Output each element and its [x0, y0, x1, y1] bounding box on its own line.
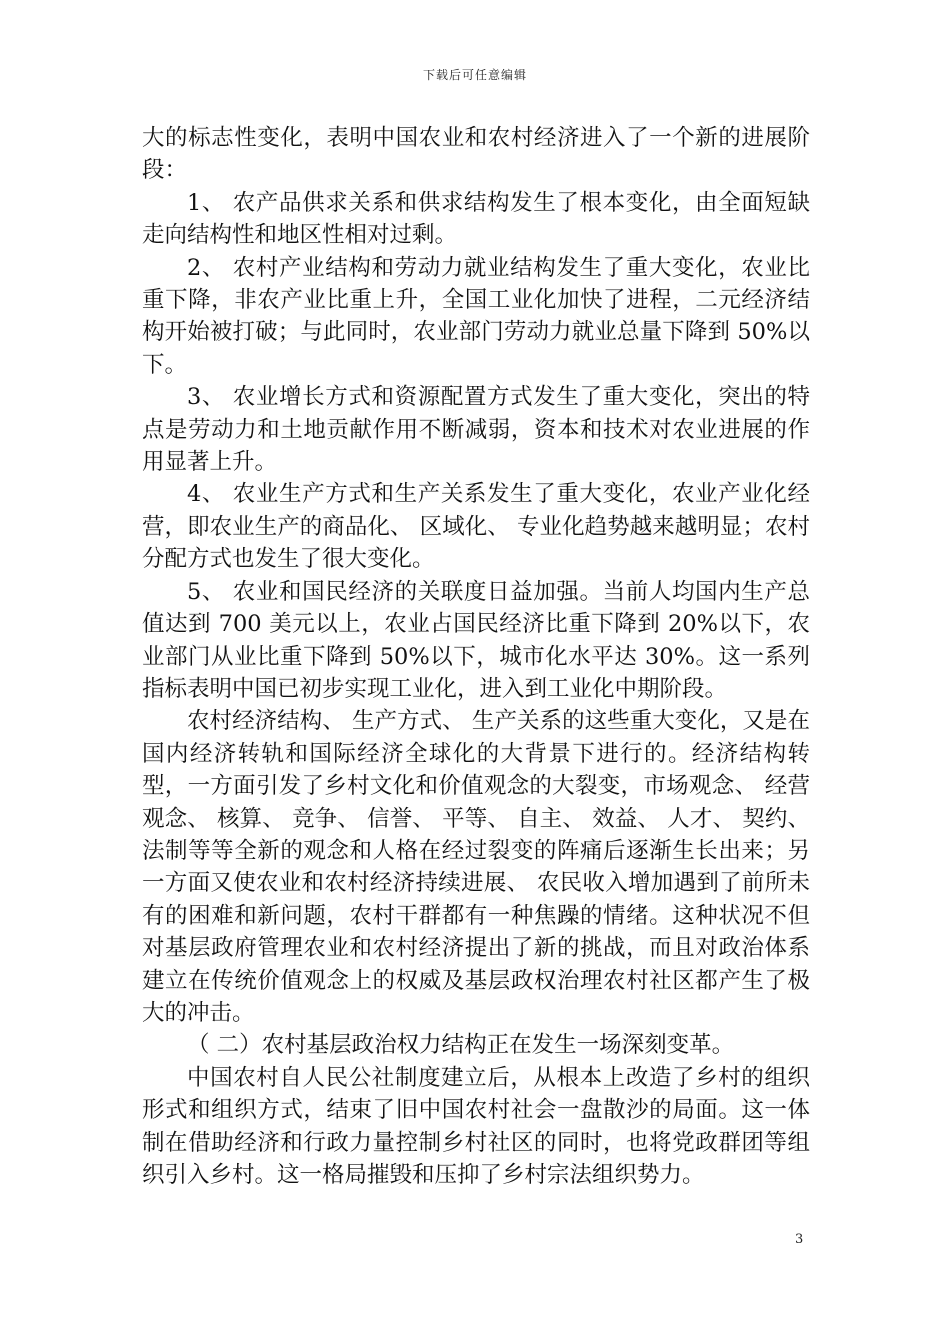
paragraph-item-1: 1、 农产品供求关系和供求结构发生了根本变化，由全面短缺走向结构性和地区性相对过剩。 [142, 189, 810, 249]
paragraph-continuation: 大的标志性变化，表明中国农业和农村经济进入了一个新的进展阶段： [142, 125, 810, 184]
paragraph-item-3: 3、 农业增长方式和资源配置方式发生了重大变化，突出的特点是劳动力和土地贡献作用不断减弱，资本和技术对农业进展的作用显著上升。 [142, 384, 810, 476]
paragraph-commune-system: 中国农村自人民公社制度建立后，从根本上改造了乡村的组织形式和组织方式，结束了旧中国农村社会一盘散沙的局面。这一体制在借助经济和行政力量控制乡村社区的同时，也将党政群团等组织引入乡村。这一格局摧毁和压抑了乡村宗法组织势力。 [142, 1064, 810, 1188]
page-number: 3 [795, 1232, 804, 1247]
paragraph-economic-structure: 农村经济结构、 生产方式、 生产关系的这些重大变化，又是在国内经济转轨和国际经济全球化的大背景下进行的。经济结构转型，一方面引发了乡村文化和价值观念的大裂变，市场观念、 经营观念、 核算、 竞争、 信誉、 平等、 自主、 效益、 人才、 契约、 法制等等全新的观念和人格在经过裂变的阵痛后逐渐生长出来；另一方面又使农业和农村经济持续进展、 农民收入增加遇到了前所未有的困难和新问题，农村干群都有一种焦躁的情绪。这种状况不但对基层政府管理农业和农村经济提出了新的挑战，而且对政治体系建立在传统价值观念上的权威及基层政权治理农村社区都产生了极大的冲击。 [142, 708, 810, 1026]
paragraph-item-2: 2、 农村产业结构和劳动力就业结构发生了重大变化，农业比重下降，非农产业比重上升，全国工业化加快了进程，二元经济结构开始被打破；与此同时，农业部门劳动力就业总量下降到 50%以下。 [142, 254, 810, 378]
paragraph-item-5: 5、 农业和国民经济的关联度日益加强。当前人均国内生产总值达到 700 美元以上，农业占国民经济比重下降到 20%以下，农业部门从业比重下降到 50%以下，城市化水平达 30%。这一系列指标表明中国已初步实现工业化，进入到工业化中期阶段。 [142, 578, 810, 702]
paragraph-item-4: 4、 农业生产方式和生产关系发生了重大变化，农业产业化经营，即农业生产的商品化、 区域化、 专业化趋势越来越明显；农村分配方式也发生了很大变化。 [142, 481, 810, 573]
document-body [142, 122, 810, 1191]
section-heading-2: （ 二）农村基层政治权力结构正在发生一场深刻变革。 [187, 1032, 735, 1059]
page-header: 下载后可任意编辑 [422, 68, 527, 82]
